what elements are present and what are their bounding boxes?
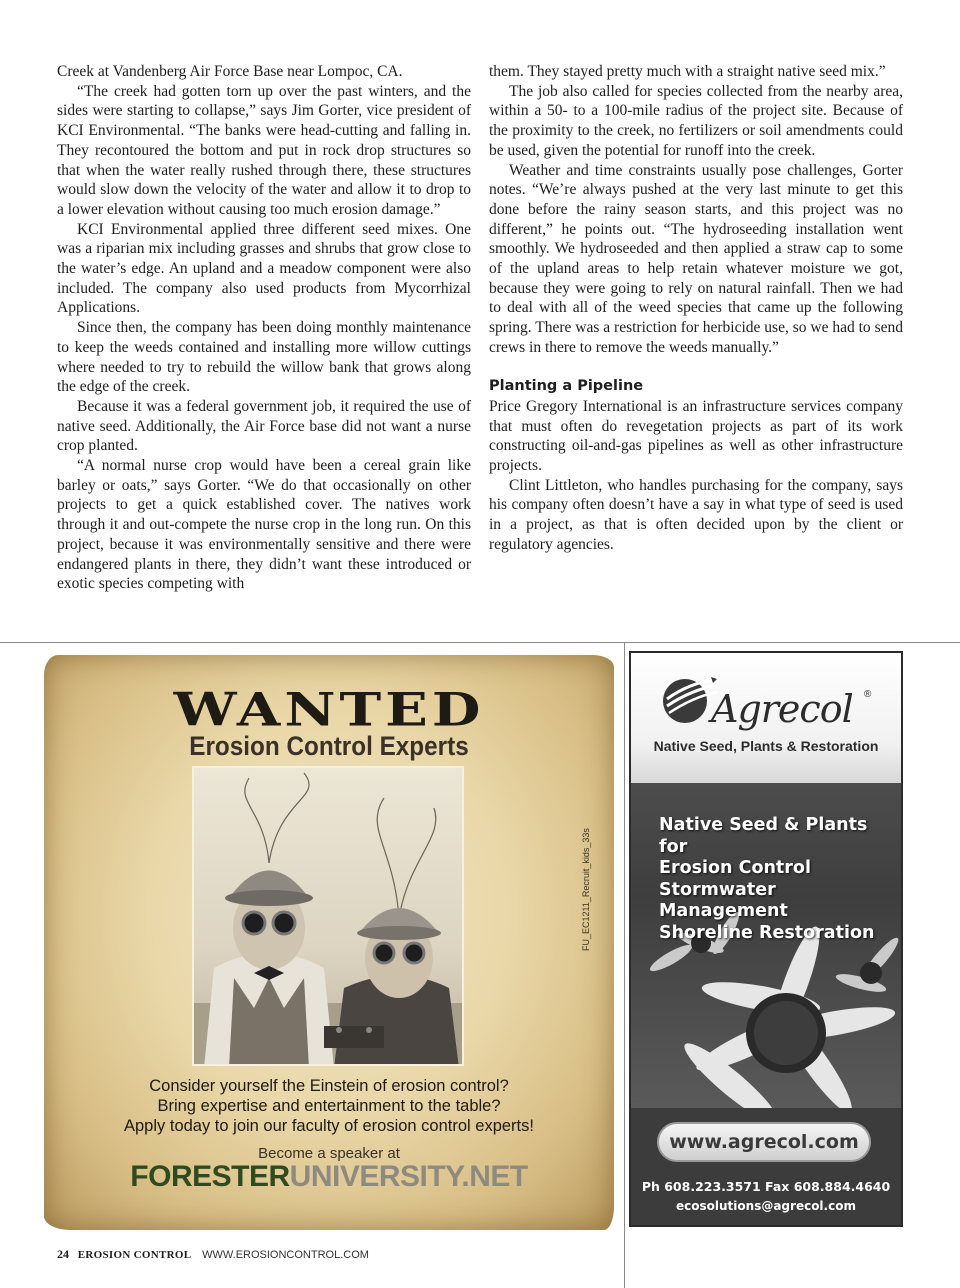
- horizontal-divider: [0, 642, 960, 643]
- service-item: Erosion Control: [659, 858, 811, 878]
- kids-photo-illustration: [194, 768, 464, 1066]
- wanted-body-line: Bring expertise and entertainment to the table?: [157, 1097, 501, 1115]
- wanted-body-line: Apply today to join our faculty of erosion control experts!: [124, 1117, 534, 1135]
- paragraph: Creek at Vandenberg Air Force Base near Lompoc, CA.: [57, 63, 403, 80]
- paragraph: “The creek had gotten torn up over the past winters, and the sides were starting to collapse,” says Jim Gorter, vice president of KCI Environmental. “The banks were head-cutting and falling in. They recontoured the bottom and put in rock drop structures so that when the water really rushed through there, these structures would slow down the velocity of the water and allow it to drop to a lower elevation without causing too much erosion damage.”: [57, 82, 471, 218]
- service-item: Shoreline Restoration: [659, 922, 875, 943]
- wanted-photo: [192, 766, 464, 1066]
- paragraph: Clint Littleton, who handles purchasing for the company, says his company often doesn’t have a say in what type of seed is used in a project, as that is often decided upon by the client or regulatory agencies.: [489, 476, 903, 553]
- photo-code: FU_EC1211_Recruit_kids_33s: [581, 828, 591, 951]
- wanted-title: WANTED: [173, 682, 485, 738]
- agrecol-header: [631, 653, 901, 783]
- paragraph: Because it was a federal government job, it required the use of native seed. Additionally, the Air Force base did not want a nurse crop planted.: [57, 397, 471, 455]
- service-item: Stormwater Management: [659, 879, 788, 921]
- agrecol-email[interactable]: ecosolutions@agrecol.com: [676, 1199, 856, 1213]
- paragraph: Weather and time constraints usually pose challenges, Gorter notes. “We’re always pushed at the very last minute to get this done before the rainy season starts, and this project was no different,” he points out. “The hydroseeding installation went smoothly. We hydroseeded and then applied a straw cap to some of the upland areas to help retain whatever moisture we got, because they were going to rely on natural rainfall. Then we had to deal with all of the weed species that came up the following spring. There was a restriction for herbicide use, so we had to send crews in there to remove the weeds manually.”: [489, 161, 903, 356]
- service-item: Native Seed & Plants for: [659, 815, 868, 857]
- paragraph: Price Gregory International is an infrastructure services company that must often do revegetation projects as part of its work constructing oil-and-gas pipelines as well as other infrastructure projects.: [489, 397, 903, 475]
- page-footer: [57, 1247, 369, 1262]
- agrecol-phone: Ph 608.223.3571 Fax 608.884.4640: [641, 1179, 891, 1194]
- paragraph: KCI Environmental applied three different seed mixes. One was a riparian mix including grasses and shrubs that grow close to the water’s edge. An upland and a meadow component were also included. The company also used products from Mycorrhizal Applications.: [57, 220, 471, 317]
- page-number: 24: [57, 1247, 69, 1261]
- paragraph: them. They stayed pretty much with a straight native seed mix.”: [489, 63, 886, 80]
- vertical-divider: [624, 642, 625, 1288]
- agrecol-services: [659, 815, 901, 944]
- magazine-url[interactable]: WWW.EROSIONCONTROL.COM: [202, 1249, 369, 1261]
- agrecol-footer: [631, 1108, 901, 1225]
- agrecol-logo-icon: [659, 673, 719, 725]
- paragraph: “A normal nurse crop would have been a cereal grain like barley or oats,” says Gorter. “We do that occasionally on other projects to get a quick established cover. The natives work through it and out-compete the nurse crop in the long run. On this project, because it was environmentally sensitive and there were endangered plants in there, they didn’t want these introduced or exotic species competing with: [57, 457, 471, 593]
- paragraph: The job also called for species collected from the nearby area, within a 50- to a 100-mile radius of the project site. Because of the proximity to the creek, no fertilizers or soil amendments could be used, given the potential for runoff into the creek.: [489, 82, 903, 159]
- forester-university-link[interactable]: [44, 1160, 614, 1194]
- agrecol-tagline: Native Seed, Plants & Restoration: [653, 738, 879, 754]
- article-left-column: [57, 62, 471, 594]
- wanted-body-line: Consider yourself the Einstein of erosion control?: [149, 1077, 509, 1095]
- wanted-advertisement[interactable]: [44, 655, 614, 1230]
- magazine-name: EROSION CONTROL: [77, 1249, 192, 1261]
- agrecol-brand: Agrecol: [711, 687, 853, 731]
- section-subhead: Planting a Pipeline: [489, 378, 644, 395]
- agrecol-advertisement[interactable]: [629, 651, 903, 1227]
- paragraph: Since then, the company has been doing monthly maintenance to keep the weeds contained and installing more willow cuttings where needed to try to rebuild the willow bank that grows along the edge of the creek.: [57, 319, 471, 396]
- article-right-column: [489, 62, 903, 555]
- wanted-cta: Become a speaker at: [258, 1145, 400, 1162]
- wanted-body: [44, 1076, 614, 1136]
- coneflower-photo: [631, 783, 901, 1108]
- site-part-university: UNIVERSITY.NET: [289, 1160, 528, 1193]
- wanted-subtitle: Erosion Control Experts: [189, 731, 469, 761]
- registered-mark: ®: [864, 689, 872, 700]
- agrecol-url-button[interactable]: www.agrecol.com: [657, 1122, 871, 1162]
- site-part-forester: FORESTER: [130, 1160, 290, 1193]
